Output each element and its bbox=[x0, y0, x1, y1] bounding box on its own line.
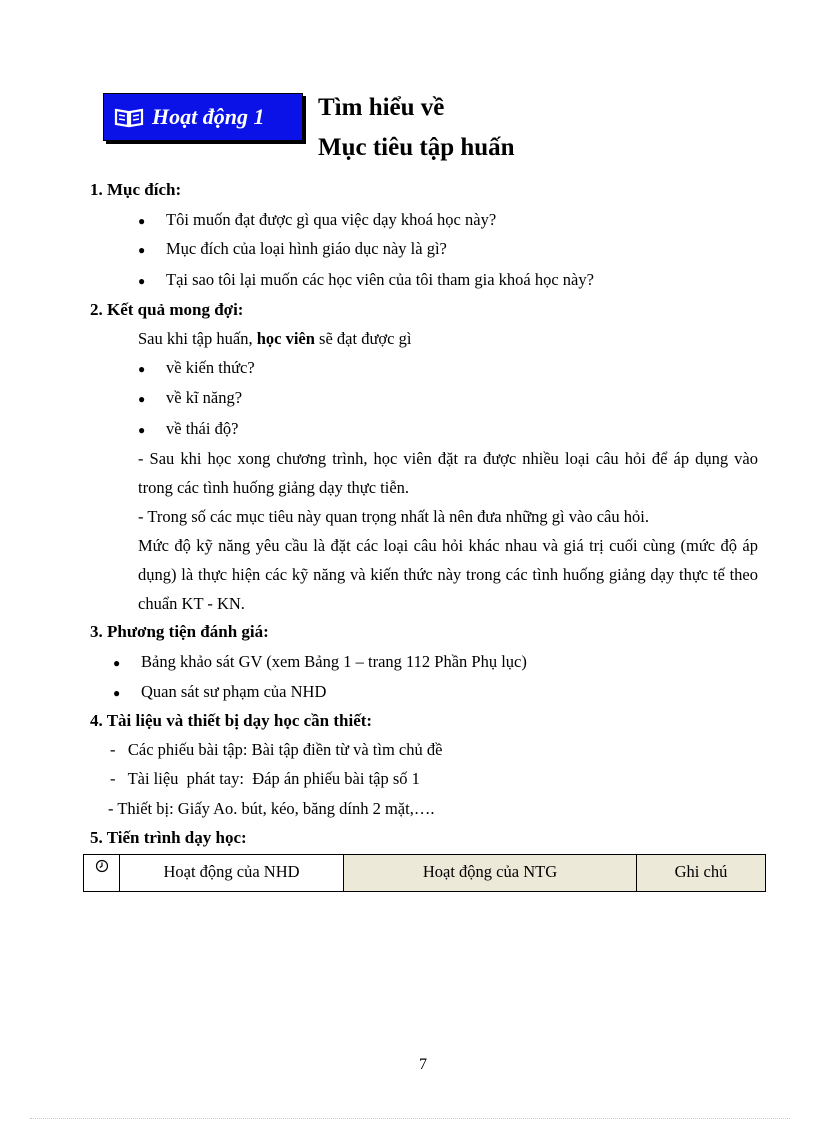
section-1-heading: 1. Mục đích: bbox=[90, 180, 182, 199]
bullet-icon: ● bbox=[138, 214, 146, 228]
section-4-heading: 4. Tài liệu và thiết bị dạy học cần thiết: bbox=[90, 711, 373, 730]
bullet-icon: ● bbox=[113, 656, 121, 670]
section-2-heading: 2. Kết quả mong đợi: bbox=[90, 300, 244, 319]
paragraph: - Trong số các mục tiêu này quan trọng nhất là nên đưa những gì vào câu hỏi. bbox=[138, 507, 649, 526]
page-bottom-divider bbox=[30, 1118, 790, 1120]
list-item: ● về kiến thức? bbox=[138, 358, 255, 377]
book-icon bbox=[114, 106, 144, 128]
list-item: ● Tôi muốn đạt được gì qua việc dạy khoá học này? bbox=[138, 210, 497, 229]
bullet-icon: ● bbox=[138, 243, 146, 257]
page-number: 7 bbox=[419, 1056, 427, 1073]
list-item: ● về thái độ? bbox=[138, 419, 239, 438]
bullet-icon: ● bbox=[113, 686, 121, 700]
table-header-row bbox=[84, 855, 766, 892]
list-item: - Thiết bị: Giấy Ao. bút, kéo, băng dính 2 mặt,…. bbox=[108, 799, 435, 818]
table-header-nhd: Hoạt động của NHD bbox=[120, 855, 344, 892]
list-item: ● Mục đích của loại hình giáo dục này là gì? bbox=[138, 239, 447, 258]
page-title-line2: Mục tiêu tập huấn bbox=[318, 134, 515, 161]
list-item: ● Quan sát sư phạm của NHD bbox=[113, 682, 327, 701]
lesson-table bbox=[83, 854, 766, 892]
bullet-icon: ● bbox=[138, 423, 146, 437]
list-item: ● Tại sao tôi lại muốn các học viên của tôi tham gia khoá học này? bbox=[138, 270, 594, 289]
list-item: ● về kĩ năng? bbox=[138, 388, 243, 407]
clock-icon-cell bbox=[84, 855, 120, 892]
section-2-intro: Sau khi tập huấn, học viên sẽ đạt được gì bbox=[138, 329, 412, 348]
badge-label: Hoạt động 1 bbox=[152, 104, 265, 129]
list-item: ● Bảng khảo sát GV (xem Bảng 1 – trang 112 Phần Phụ lục) bbox=[113, 652, 527, 671]
section-3-heading: 3. Phương tiện đánh giá: bbox=[90, 622, 269, 641]
list-item: - Tài liệu phát tay: Đáp án phiếu bài tập số 1 bbox=[110, 769, 420, 788]
activity-badge bbox=[103, 93, 303, 141]
paragraph: - Sau khi học xong chương trình, học viên đặt ra được nhiều loại câu hỏi để áp dụng vào trong các tình huống giảng dạy thực tiễn. bbox=[138, 449, 758, 497]
bullet-icon: ● bbox=[138, 392, 146, 406]
page-title-line1: Tìm hiểu về bbox=[318, 94, 445, 121]
list-item: - Các phiếu bài tập: Bài tập điền từ và tìm chủ đề bbox=[110, 740, 443, 759]
bullet-icon: ● bbox=[138, 274, 146, 288]
paragraph: Mức độ kỹ năng yêu cầu là đặt các loại câu hỏi khác nhau và giá trị cuối cùng (mức độ áp dụng) là thực hiện các kỹ năng và kiến thức này trong các tình huống giảng dạy thực tế theo chuẩn KT - KN. bbox=[138, 536, 758, 613]
clock-icon bbox=[95, 859, 109, 873]
section-5-heading: 5. Tiến trình dạy học: bbox=[90, 828, 247, 847]
bullet-icon: ● bbox=[138, 362, 146, 376]
table-header-notes: Ghi chú bbox=[637, 855, 766, 892]
table-header-ntg: Hoạt động của NTG bbox=[344, 855, 637, 892]
